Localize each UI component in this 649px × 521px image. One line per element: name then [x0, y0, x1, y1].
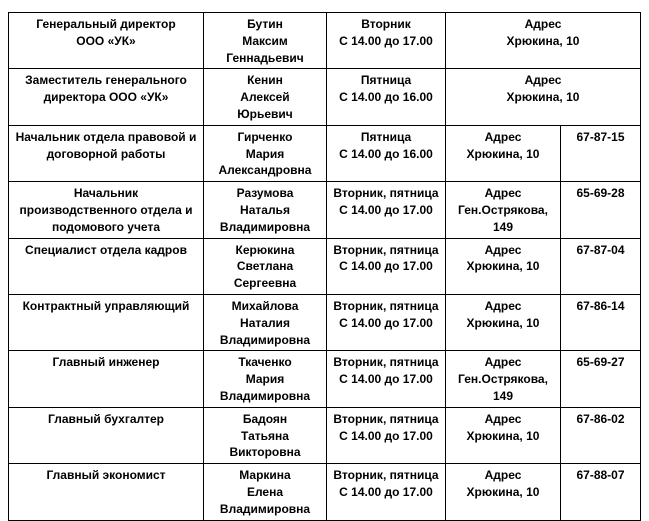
table-body — [9, 13, 641, 521]
reception-days: Вторник — [361, 17, 411, 31]
reception-hours: С 14.00 до 17.00 — [339, 259, 433, 274]
position-cell — [9, 182, 204, 238]
address-line: Хрюкина, 10 — [466, 484, 540, 499]
name-line: Максим — [242, 33, 288, 48]
reception-schedule-table — [8, 12, 641, 521]
table-row — [9, 13, 641, 69]
reception-hours: С 14.00 до 16.00 — [339, 146, 433, 161]
reception-hours: С 14.00 до 17.00 — [339, 33, 433, 48]
name-line: Елена — [246, 484, 284, 499]
reception-hours: С 14.00 до 17.00 — [339, 315, 433, 330]
reception-hours: С 14.00 до 17.00 — [339, 428, 433, 443]
position-line: Главный инженер — [52, 355, 160, 370]
phone-cell: 67-87-15 — [561, 125, 641, 181]
reception-days: Вторник, пятница — [333, 468, 439, 483]
phone-cell: 67-86-02 — [561, 407, 641, 463]
schedule-cell — [327, 125, 446, 181]
schedule-cell — [327, 464, 446, 520]
address-cell — [446, 294, 561, 350]
table-row — [9, 238, 641, 294]
name-line: Геннадьевич — [226, 50, 304, 65]
position-line: Главный экономист — [46, 468, 166, 483]
name-cell — [204, 125, 327, 181]
name-line: Гирченко — [237, 129, 293, 144]
reception-days: Вторник, пятница — [333, 355, 439, 370]
phone-cell: 67-87-04 — [561, 238, 641, 294]
name-line: Бадоян — [242, 411, 288, 426]
position-cell — [9, 69, 204, 125]
table-row — [9, 294, 641, 350]
name-line: Наталья — [240, 202, 290, 217]
reception-hours: С 14.00 до 17.00 — [339, 372, 433, 387]
position-line: Заместитель генерального — [25, 73, 187, 88]
name-line: Сергеевна — [233, 276, 297, 291]
address-line: Адрес — [484, 298, 522, 313]
position-cell — [9, 407, 204, 463]
position-line: договорной работы — [46, 146, 166, 161]
name-line: Владимировна — [219, 388, 311, 403]
name-line: Владимировна — [219, 219, 311, 234]
name-line: Ткаченко — [238, 355, 292, 370]
position-cell — [9, 464, 204, 520]
address-line: Хрюкина, 10 — [506, 33, 580, 48]
reception-hours: С 14.00 до 17.00 — [339, 202, 433, 217]
address-line: Ген.Острякова, — [458, 202, 548, 217]
table-row — [9, 69, 641, 125]
reception-days: Вторник, пятница — [333, 242, 439, 257]
reception-days: Пятница — [360, 73, 412, 88]
schedule-cell — [327, 13, 446, 69]
address-cell — [446, 238, 561, 294]
address-cell — [446, 351, 561, 407]
schedule-cell — [327, 182, 446, 238]
reception-days: Вторник, пятница — [333, 411, 439, 426]
schedule-cell — [327, 294, 446, 350]
address-cell — [446, 464, 561, 520]
table-row — [9, 125, 641, 181]
position-cell — [9, 351, 204, 407]
address-line: Ген.Острякова, — [458, 372, 548, 387]
name-line: Кенин — [247, 73, 283, 88]
position-line: ООО «УК» — [76, 33, 136, 48]
table-row — [9, 182, 641, 238]
name-line: Алексей — [240, 90, 290, 105]
name-line: Разумова — [236, 186, 294, 201]
name-line: Викторовна — [229, 445, 301, 460]
name-line: Юрьевич — [237, 106, 293, 121]
name-cell — [204, 407, 327, 463]
name-line: Александровна — [218, 163, 312, 178]
address-line: Адрес — [524, 17, 562, 31]
address-cell — [446, 13, 641, 69]
address-line: Хрюкина, 10 — [466, 315, 540, 330]
address-line: Адрес — [484, 355, 522, 370]
reception-hours: С 14.00 до 16.00 — [339, 90, 433, 105]
address-line: Адрес — [484, 468, 522, 483]
name-line: Бутин — [247, 17, 283, 31]
position-cell — [9, 13, 204, 69]
address-line: Адрес — [484, 129, 522, 144]
phone-cell: 65-69-28 — [561, 182, 641, 238]
schedule-cell — [327, 351, 446, 407]
position-cell — [9, 294, 204, 350]
position-cell — [9, 238, 204, 294]
schedule-cell — [327, 407, 446, 463]
name-line: Владимировна — [219, 501, 311, 516]
position-line: директора ООО «УК» — [43, 90, 169, 105]
name-cell — [204, 13, 327, 69]
name-line: Маркина — [239, 468, 291, 483]
address-line: 149 — [492, 388, 514, 403]
position-cell — [9, 125, 204, 181]
name-line: Владимировна — [219, 332, 311, 347]
address-line: Хрюкина, 10 — [466, 146, 540, 161]
name-cell — [204, 351, 327, 407]
name-cell — [204, 464, 327, 520]
name-line: Светлана — [236, 259, 294, 274]
phone-cell: 67-88-07 — [561, 464, 641, 520]
address-line: Адрес — [524, 73, 562, 88]
address-line: Адрес — [484, 242, 522, 257]
phone-cell: 67-86-14 — [561, 294, 641, 350]
address-cell — [446, 69, 641, 125]
address-line: Адрес — [484, 186, 522, 201]
address-cell — [446, 407, 561, 463]
name-cell — [204, 69, 327, 125]
name-line: Наталия — [240, 315, 290, 330]
name-line: Михайлова — [231, 298, 299, 313]
name-line: Мария — [245, 146, 285, 161]
table-row — [9, 407, 641, 463]
table-row — [9, 351, 641, 407]
address-line: Хрюкина, 10 — [466, 428, 540, 443]
reception-days: Вторник, пятница — [333, 186, 439, 201]
position-line: Начальник — [73, 186, 139, 201]
address-line: 149 — [492, 219, 514, 234]
name-cell — [204, 294, 327, 350]
address-line: Хрюкина, 10 — [466, 259, 540, 274]
position-line: Главный бухгалтер — [47, 411, 164, 426]
name-line: Татьяна — [241, 428, 289, 443]
address-line: Хрюкина, 10 — [506, 90, 580, 105]
reception-days: Вторник, пятница — [333, 298, 439, 313]
schedule-cell — [327, 69, 446, 125]
position-line: производственного отдела и — [19, 202, 193, 217]
reception-hours: С 14.00 до 17.00 — [339, 484, 433, 499]
name-cell — [204, 182, 327, 238]
reception-days: Пятница — [360, 129, 412, 144]
position-line: Генеральный директор — [36, 17, 176, 31]
name-cell — [204, 238, 327, 294]
position-line: Начальник отдела правовой и — [15, 129, 197, 144]
position-line: Контрактный управляющий — [22, 298, 190, 313]
schedule-cell — [327, 238, 446, 294]
address-cell — [446, 182, 561, 238]
name-line: Керюкина — [235, 242, 295, 257]
position-line: Специалист отдела кадров — [25, 242, 187, 257]
table-row — [9, 464, 641, 520]
address-line: Адрес — [484, 411, 522, 426]
address-cell — [446, 125, 561, 181]
position-line: подомового учета — [51, 219, 161, 234]
name-line: Мария — [245, 372, 285, 387]
phone-cell: 65-69-27 — [561, 351, 641, 407]
